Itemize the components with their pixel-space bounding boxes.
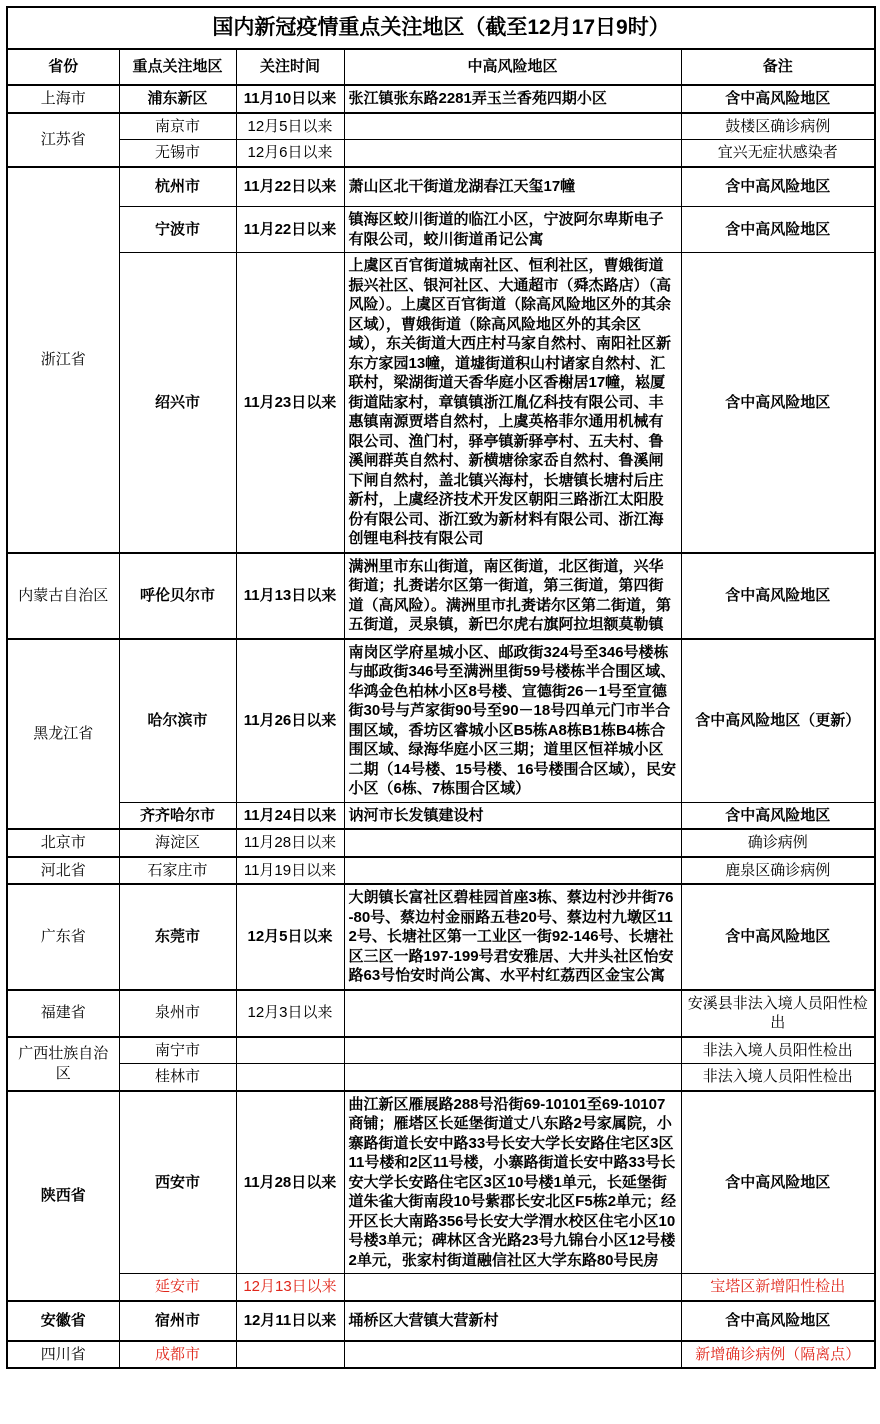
table-row: [7, 639, 875, 803]
city-cell: 浦东新区: [119, 85, 236, 113]
table-row: [7, 1091, 875, 1274]
column-header-province: 省份: [7, 49, 119, 85]
note-cell: 宝塔区新增阳性检出: [681, 1274, 875, 1301]
province-cell: 河北省: [7, 857, 119, 885]
table-head: [7, 7, 875, 85]
note-cell: 宜兴无症状感染者: [681, 140, 875, 167]
city-cell: 无锡市: [119, 140, 236, 167]
note-cell: 含中高风险地区: [681, 207, 875, 253]
note-cell: 含中高风险地区: [681, 1301, 875, 1341]
date-cell: 11月24日以来: [236, 802, 344, 829]
risk-cell: [344, 1037, 681, 1064]
province-cell: 陕西省: [7, 1091, 119, 1301]
city-cell: 成都市: [119, 1341, 236, 1369]
table-body: [7, 85, 875, 1368]
note-cell: 含中高风险地区（更新）: [681, 639, 875, 803]
city-cell: 南宁市: [119, 1037, 236, 1064]
risk-cell: [344, 829, 681, 857]
city-cell: 桂林市: [119, 1064, 236, 1091]
note-cell: 含中高风险地区: [681, 802, 875, 829]
date-cell: 11月22日以来: [236, 207, 344, 253]
note-cell: 非法入境人员阳性检出: [681, 1064, 875, 1091]
table-row: [7, 884, 875, 990]
date-cell: 12月11日以来: [236, 1301, 344, 1341]
risk-cell: 张江镇张东路2281弄玉兰香苑四期小区: [344, 85, 681, 113]
risk-cell: 曲江新区雁展路288号沿街69-10101至69-10107商铺；雁塔区长延堡街道丈八东路2号家属院，小寨路街道长安中路33号长安大学长安路住宅区3区11号楼和2区11号楼，小寨路街道长安中路33号长安大学长安路住宅区3区10号楼1单元，长延堡街道朱雀大街南段10号紫郡长安北区F5栋2单元；经开区长大南路356号长安大学渭水校区住宅小区10号楼3单元；碑林区含光路23号九锦台小区12号楼2单元，张家村街道融信社区大学东路80号民房: [344, 1091, 681, 1274]
risk-cell: [344, 990, 681, 1037]
note-cell: 鼓楼区确诊病例: [681, 113, 875, 140]
province-cell: 福建省: [7, 990, 119, 1037]
table-row: [7, 1301, 875, 1341]
note-cell: 确诊病例: [681, 829, 875, 857]
date-cell: 12月13日以来: [236, 1274, 344, 1301]
table-row: [7, 140, 875, 167]
note-cell: 新增确诊病例（隔离点）: [681, 1341, 875, 1369]
risk-cell: 镇海区蛟川街道的临江小区，宁波阿尔卑斯电子有限公司，蛟川街道甬记公寓: [344, 207, 681, 253]
province-cell: 黑龙江省: [7, 639, 119, 830]
province-cell: 上海市: [7, 85, 119, 113]
table-row: [7, 553, 875, 639]
province-cell: 四川省: [7, 1341, 119, 1369]
note-cell: 含中高风险地区: [681, 85, 875, 113]
note-cell: 鹿泉区确诊病例: [681, 857, 875, 885]
table-row: [7, 253, 875, 553]
date-cell: 11月10日以来: [236, 85, 344, 113]
note-cell: 安溪县非法入境人员阳性检出: [681, 990, 875, 1037]
city-cell: 杭州市: [119, 167, 236, 207]
city-cell: 石家庄市: [119, 857, 236, 885]
table-row: [7, 990, 875, 1037]
table-row: [7, 207, 875, 253]
table-row: [7, 85, 875, 113]
table-row: [7, 167, 875, 207]
province-cell: 江苏省: [7, 113, 119, 167]
province-cell: 安徽省: [7, 1301, 119, 1341]
date-cell: 12月5日以来: [236, 113, 344, 140]
city-cell: 海淀区: [119, 829, 236, 857]
risk-cell: [344, 1064, 681, 1091]
title-row: [7, 7, 875, 49]
table-row: [7, 802, 875, 829]
table-row: [7, 829, 875, 857]
city-cell: 延安市: [119, 1274, 236, 1301]
covid-risk-table: [6, 6, 876, 1369]
city-cell: 西安市: [119, 1091, 236, 1274]
note-cell: 含中高风险地区: [681, 1091, 875, 1274]
note-cell: 含中高风险地区: [681, 553, 875, 639]
date-cell: 12月6日以来: [236, 140, 344, 167]
city-cell: 绍兴市: [119, 253, 236, 553]
province-cell: 内蒙古自治区: [7, 553, 119, 639]
risk-cell: 大朗镇长富社区碧桂园首座3栋、蔡边村沙井街76-80号、蔡边村金丽路五巷20号、蔡边村九墩区112号、长塘社区第一工业区一街92-146号、长塘社区三区一路197-199号君安雅居、大井头社区怡安路63号怡安时尚公寓、水平村红荔西区金宝公寓: [344, 884, 681, 990]
table-row: [7, 857, 875, 885]
date-cell: 11月28日以来: [236, 1091, 344, 1274]
risk-cell: [344, 113, 681, 140]
risk-cell: 埇桥区大营镇大营新村: [344, 1301, 681, 1341]
risk-cell: 讷河市长发镇建设村: [344, 802, 681, 829]
risk-cell: [344, 1274, 681, 1301]
risk-cell: 南岗区学府星城小区、邮政街324号至346号楼栋与邮政街346号至满洲里街59号楼栋半合围区域、华鸿金色柏林小区8号楼、宣德街26－1号至宣德街30号与芦家街90号至90－18号四单元门市半合围区域，香坊区睿城小区B5栋A8栋B1栋B4栋合围区域、绿海华庭小区三期；道里区恒祥城小区二期（14号楼、15号楼、16号楼围合区域），民安小区（6栋、7栋围合区域）: [344, 639, 681, 803]
city-cell: 南京市: [119, 113, 236, 140]
date-cell: 11月23日以来: [236, 253, 344, 553]
city-cell: 宿州市: [119, 1301, 236, 1341]
city-cell: 宁波市: [119, 207, 236, 253]
date-cell: 11月28日以来: [236, 829, 344, 857]
note-cell: 非法入境人员阳性检出: [681, 1037, 875, 1064]
province-cell: 北京市: [7, 829, 119, 857]
date-cell: 12月5日以来: [236, 884, 344, 990]
table-row: [7, 1274, 875, 1301]
column-header-risk: 中高风险地区: [344, 49, 681, 85]
date-cell: 11月22日以来: [236, 167, 344, 207]
city-cell: 东莞市: [119, 884, 236, 990]
risk-cell: 上虞区百官街道城南社区、恒利社区，曹娥街道振兴社区、银河社区、大通超市（舜杰路店）（高风险）。上虞区百官街道（除高风险地区外的其余区域），曹娥街道（除高风险地区外的其余区域），东关街道大西庄村马家自然村、南阳社区新东方家园13幢，道墟街道积山村诸家自然村、汇联村，梁湖街道天香华庭小区香榭居17幢，崧厦街道陆家村，章镇镇浙江胤亿科技有限公司、丰惠镇南源贾塔自然村，上虞英格菲尔通用机械有限公司、渔门村，驿亭镇新驿亭村、五夫村、鲁溪闸群英自然村、新横塘徐家岙自然村、鲁溪闸下闸自然村，盖北镇兴海村，长塘镇长塘村后庄新村，上虞经济技术开发区朝阳三路浙江太阳股份有限公司、浙江致为新材料有限公司、浙江海创锂电科技有限公司: [344, 253, 681, 553]
city-cell: 哈尔滨市: [119, 639, 236, 803]
note-cell: 含中高风险地区: [681, 884, 875, 990]
date-cell: [236, 1037, 344, 1064]
header-row: [7, 49, 875, 85]
date-cell: [236, 1341, 344, 1369]
province-cell: 广东省: [7, 884, 119, 990]
column-header-date: 关注时间: [236, 49, 344, 85]
date-cell: 11月19日以来: [236, 857, 344, 885]
table-row: [7, 113, 875, 140]
note-cell: 含中高风险地区: [681, 253, 875, 553]
table-row: [7, 1037, 875, 1064]
table-row: [7, 1341, 875, 1369]
note-cell: 含中高风险地区: [681, 167, 875, 207]
city-cell: 泉州市: [119, 990, 236, 1037]
date-cell: 11月13日以来: [236, 553, 344, 639]
risk-cell: [344, 857, 681, 885]
table-title: 国内新冠疫情重点关注地区（截至12月17日9时）: [7, 7, 875, 49]
risk-cell: [344, 140, 681, 167]
column-header-note: 备注: [681, 49, 875, 85]
risk-cell: [344, 1341, 681, 1369]
date-cell: [236, 1064, 344, 1091]
city-cell: 呼伦贝尔市: [119, 553, 236, 639]
date-cell: 11月26日以来: [236, 639, 344, 803]
city-cell: 齐齐哈尔市: [119, 802, 236, 829]
province-cell: 广西壮族自治区: [7, 1037, 119, 1091]
column-header-city: 重点关注地区: [119, 49, 236, 85]
risk-cell: 满洲里市东山街道，南区街道，北区街道，兴华街道；扎赉诺尔区第一街道，第三街道，第四街道（高风险）。满洲里市扎赉诺尔区第二街道，第五街道，灵泉镇，新巴尔虎右旗阿拉坦额莫勒镇: [344, 553, 681, 639]
risk-cell: 萧山区北干街道龙湖春江天玺17幢: [344, 167, 681, 207]
province-cell: 浙江省: [7, 167, 119, 553]
date-cell: 12月3日以来: [236, 990, 344, 1037]
table-row: [7, 1064, 875, 1091]
